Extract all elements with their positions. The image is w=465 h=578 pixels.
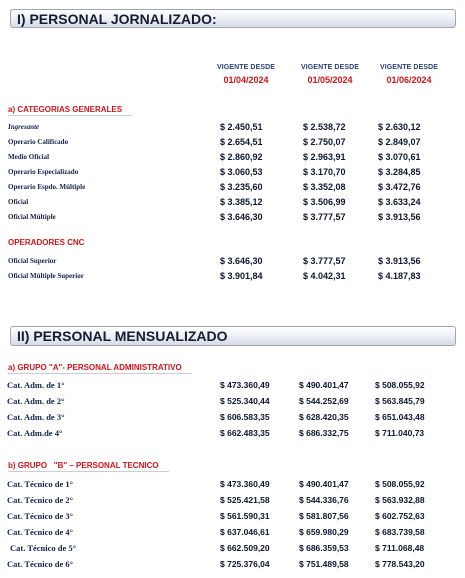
row-label: Cat. Técnico de 4° [7, 527, 74, 537]
row-value: $ 662.483,35 [220, 428, 270, 438]
column-header-label: VIGENTE DESDE [216, 64, 276, 71]
row-value: $ 711.040,73 [375, 428, 425, 438]
row-value: $ 3.633,24 [378, 197, 421, 207]
table-row [0, 210, 465, 224]
column-header-label: VIGENTE DESDE [300, 64, 360, 71]
row-value: $ 711.068,48 [375, 543, 425, 553]
row-value: $ 751.489,58 [299, 559, 349, 569]
row-label: Cat. Técnico de 5° [10, 543, 77, 553]
row-value: $ 3.506,99 [303, 197, 346, 207]
column-header-date: 01/06/2024 [386, 75, 432, 85]
row-value: $ 686.332,75 [299, 428, 349, 438]
table-row [0, 180, 465, 194]
row-label: Cat. Adm. de 1° [7, 380, 65, 390]
row-value: $ 3.901,84 [220, 271, 263, 281]
row-value: $ 3.472,76 [378, 182, 421, 192]
row-value: $ 3.284,85 [378, 167, 421, 177]
row-value: $ 3.385,12 [220, 197, 263, 207]
row-label: Oficial Superior [8, 257, 57, 265]
row-value: $ 3.913,56 [378, 212, 421, 222]
row-label: Operario Espdo. Múltiple [8, 183, 86, 191]
column-header-1 [206, 64, 286, 85]
table-row [0, 269, 465, 283]
table-row [0, 410, 465, 424]
row-label: Operario Especializado [8, 168, 79, 176]
row-value: $ 3.913,56 [378, 256, 421, 266]
row-value: $ 2.630,12 [378, 122, 421, 132]
row-value: $ 3.070,61 [378, 152, 421, 162]
row-value: $ 2.860,92 [220, 152, 263, 162]
row-value: $ 3.646,30 [220, 212, 263, 222]
row-value: $ 628.420,35 [299, 412, 349, 422]
row-value: $ 561.590,31 [220, 511, 270, 521]
row-value: $ 3.352,08 [303, 182, 346, 192]
row-value: $ 662.509,20 [220, 543, 270, 553]
table-row [0, 426, 465, 440]
row-label: Cat. Adm.de 4° [7, 428, 63, 438]
row-value: $ 2.654,51 [220, 137, 263, 147]
row-value: $ 686.359,53 [299, 543, 349, 553]
row-value: $ 3.777,57 [303, 256, 346, 266]
row-value: $ 683.739,58 [375, 527, 425, 537]
row-value: $ 525.340,44 [220, 396, 270, 406]
row-value: $ 3.170,70 [303, 167, 346, 177]
row-label: Cat. Técnico de 6° [7, 559, 74, 569]
row-label: Medio Oficial [8, 153, 50, 161]
table-row [0, 135, 465, 149]
table-row [0, 477, 465, 491]
column-header-2 [290, 64, 370, 85]
row-value: $ 778.543,20 [375, 559, 425, 569]
table-row [0, 378, 465, 392]
row-value: $ 490.401,47 [299, 479, 349, 489]
row-value: $ 2.450,51 [220, 122, 263, 132]
group-title-administrativo: a) GRUPO "A"- PERSONAL ADMINISTRATIVO [8, 363, 192, 374]
row-value: $ 525.421,58 [220, 495, 270, 505]
table-row [0, 493, 465, 507]
column-header-date: 01/05/2024 [307, 75, 353, 85]
row-value: $ 3.777,57 [303, 212, 346, 222]
column-header-label: VIGENTE DESDE [379, 64, 439, 71]
row-value: $ 473.360,49 [220, 380, 270, 390]
row-value: $ 602.752,63 [375, 511, 425, 521]
row-label: Cat. Técnico de 2° [7, 495, 74, 505]
table-row [0, 541, 465, 555]
row-label: Cat. Técnico de 1° [7, 479, 74, 489]
group-title-cnc: OPERADORES CNC [8, 238, 85, 247]
row-value: $ 2.750,07 [303, 137, 346, 147]
row-value: $ 544.336,76 [299, 495, 349, 505]
row-value: $ 725.376,04 [220, 559, 270, 569]
table-row [0, 150, 465, 164]
row-value: $ 490.401,47 [299, 380, 349, 390]
row-value: $ 2.538,72 [303, 122, 346, 132]
row-value: $ 3.235,60 [220, 182, 263, 192]
row-label: Ingresante [8, 123, 40, 131]
table-row [0, 120, 465, 134]
table-row [0, 254, 465, 268]
row-value: $ 637.046,61 [220, 527, 270, 537]
row-value: $ 2.963,91 [303, 152, 346, 162]
row-value: $ 651.043,48 [375, 412, 425, 422]
row-label: Cat. Adm. de 3° [7, 412, 65, 422]
row-value: $ 3.060,53 [220, 167, 263, 177]
row-value: $ 508.055,92 [375, 380, 425, 390]
table-row [0, 165, 465, 179]
column-header-date: 01/04/2024 [223, 75, 269, 85]
row-label: Oficial [8, 198, 29, 206]
group-title-tecnico: b) GRUPO "B" – PERSONAL TECNICO [8, 461, 169, 472]
row-label: Oficial Múltiple [8, 213, 56, 221]
table-row [0, 195, 465, 209]
table-row [0, 557, 465, 571]
row-value: $ 4.042,31 [303, 271, 346, 281]
row-value: $ 563.845,79 [375, 396, 425, 406]
group-title-categorias: a) CATEGORIAS GENERALES [8, 105, 132, 116]
row-value: $ 4.187,83 [378, 271, 421, 281]
table-row [0, 525, 465, 539]
row-value: $ 581.807,56 [299, 511, 349, 521]
row-value: $ 3.646,30 [220, 256, 263, 266]
row-value: $ 2.849,07 [378, 137, 421, 147]
section-1-title: I) PERSONAL JORNALIZADO: [10, 9, 456, 28]
column-header-3 [369, 64, 449, 85]
table-row [0, 394, 465, 408]
row-value: $ 659.980,29 [299, 527, 349, 537]
row-label: Cat. Adm. de 2° [7, 396, 65, 406]
row-label: Cat. Técnico de 3° [7, 511, 74, 521]
table-row [0, 509, 465, 523]
row-label: Oficial Múltiple Superior [8, 272, 84, 280]
row-value: $ 606.583,35 [220, 412, 270, 422]
row-label: Operario Calificado [8, 138, 69, 146]
row-value: $ 544.252,69 [299, 396, 349, 406]
row-value: $ 563.932,88 [375, 495, 425, 505]
row-value: $ 473.360,49 [220, 479, 270, 489]
section-2-title: II) PERSONAL MENSUALIZADO [10, 326, 456, 346]
row-value: $ 508.055,92 [375, 479, 425, 489]
